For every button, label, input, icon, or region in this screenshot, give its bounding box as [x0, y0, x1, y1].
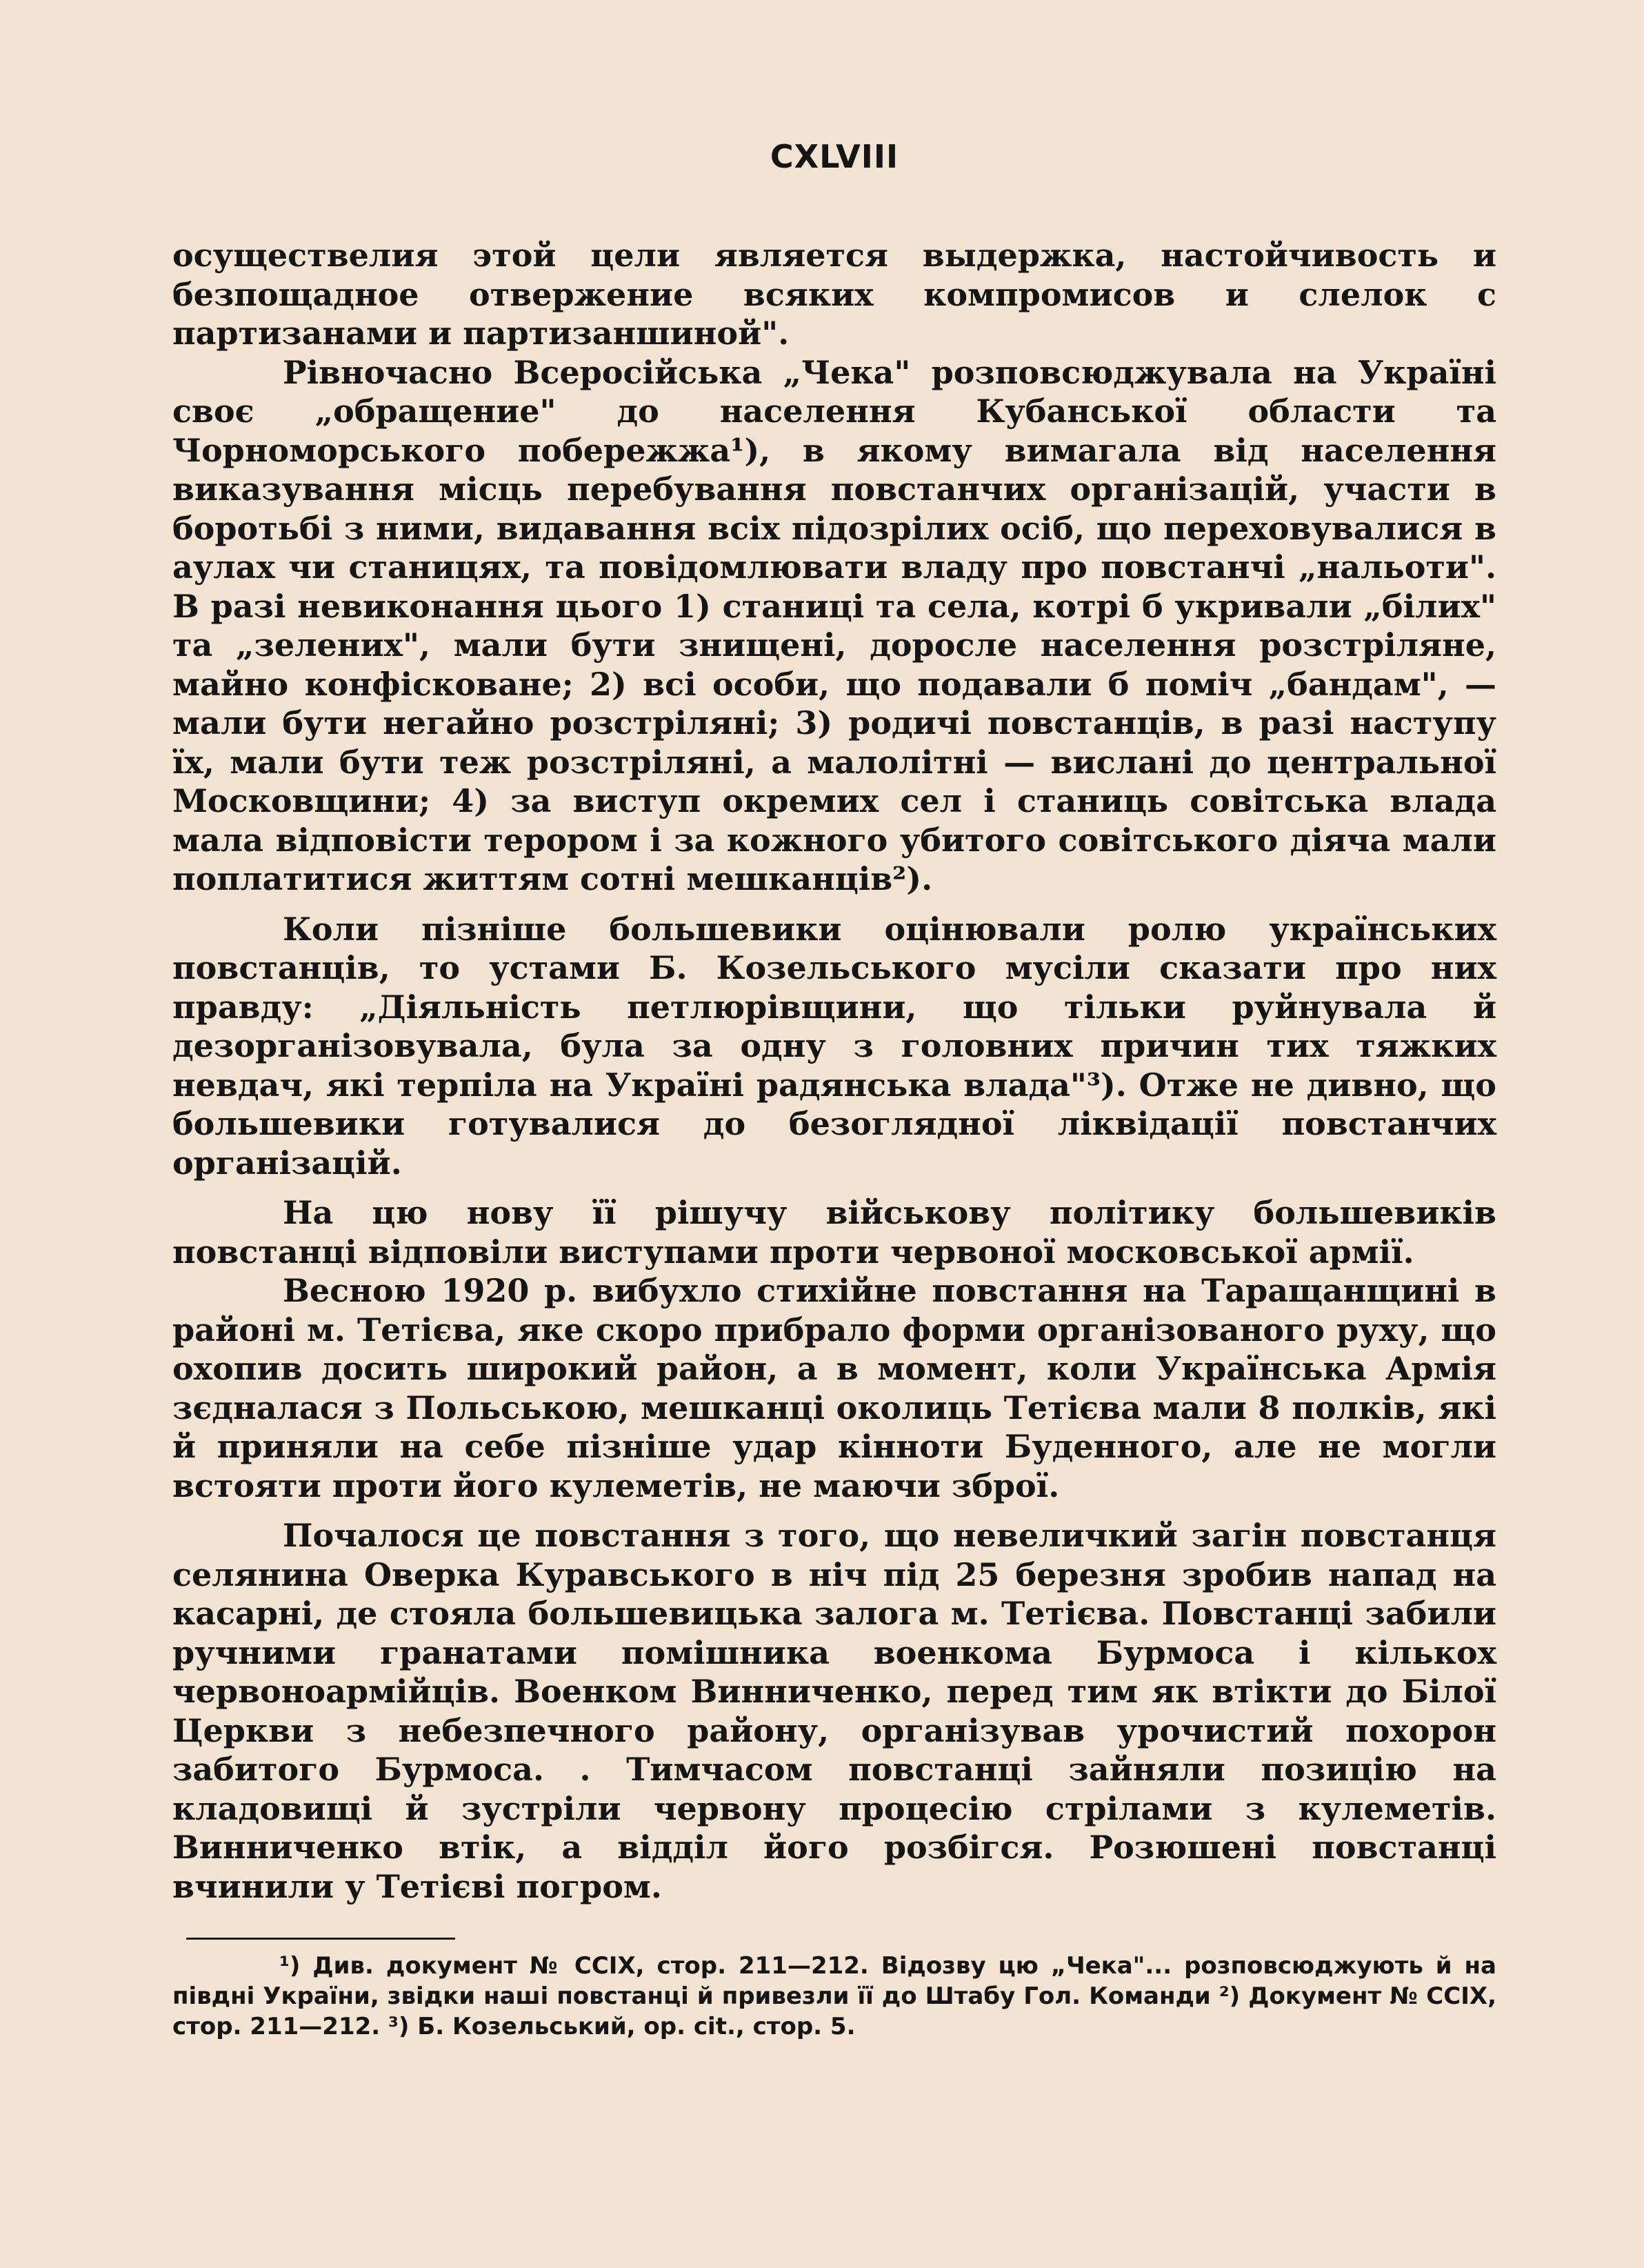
- footnote-divider: [186, 1938, 455, 1940]
- page-content: [172, 138, 1496, 2042]
- paragraph-response: На цю нову її рішучу військову політику большевиків повстанці відповіли виступами проти червоної московської армії.: [172, 1194, 1496, 1271]
- paragraph-cheka-appeal: Рівночасно Всеросійська „Чека" розповсюджувала на Україні своє „обращение" до населення Кубанської области та Чорноморського побережжа¹), в якому вимагала від населення виказування місць перебування повстанчих організацій, участи в боротьбі з ними, видавання всіх підозрілих осіб, що переховувалися в аулах чи станицях, та повідомлювати владу про повстанчі „нальоти". В разі невиконання цього 1) станиці та села, котрі б укривали „білих" та „зелених", мали бути знищені, доросле населення розстріляне, майно конфісковане; 2) всі особи, що подавали б поміч „бандам", — мали бути негайно розстріляні; 3) родичі повстанців, в разі наступу їх, мали бути теж розстріляні, а малолітні — вислані до центральної Московщини; 4) за виступ окремих сел і станиць совітська влада мала відповісти терором і за кожного убитого совітського діяча мали поплатитися життям сотні мешканців²).: [172, 353, 1496, 897]
- footnote-text: ¹) Див. документ № CCIX, стор. 211—212. Відозву цю „Чека"... розповсюджують й на півдні України, звідки наші повстанці й привезли її до Штабу Гол. Команди ²) Документ № CCIX, стор. 211—212. ³) Б. Козельський, op. cit., стор. 5.: [172, 1952, 1496, 2040]
- footnotes: [172, 1951, 1496, 2042]
- paragraph-kozelsky: Коли пізніше большевики оцінювали ролю українських повстанців, то устами Б. Козельського мусіли сказати про них правду: „Діяльність петлюрівщини, що тільки руйнувала й дезорганізовувала, була за одну з головних причин тих тяжких невдач, які терпіла на Україні радянська влада"³). Отже не дивно, що большевики готувалися до безоглядної ліквідації повстанчих організацій.: [172, 910, 1496, 1182]
- paragraph-continuation: осуществелия этой цели является выдержка, настойчивость и безпощадное отвержение всяких компромисов и слелок с партизанами и партизаншиной".: [172, 237, 1496, 352]
- page-number: CXLVIII: [770, 138, 899, 175]
- body-text: [172, 236, 1496, 1906]
- paragraph-kuravsky: Почалося це повстання з того, що невеличкий загін повстанця селянина Оверка Куравського в ніч під 25 березня зробив напад на касарні, де стояла большевицька залога м. Тетієва. Повстанці забили ручними гранатами помішника военкома Бурмоса і кількох червоноармійців. Военком Винниченко, перед тим як втікти до Білої Церкви з небезпечного району, організував урочистий похорон забитого Бурмоса. . Тимчасом повстанці зайняли позицію на кладовищі й зустріли червону процесію стрілами з кулеметів. Винниченко втік, а відділ його розбігся. Розюшені повстанці вчинили у Тетієві погром.: [172, 1517, 1496, 1905]
- paragraph-uprising-1920: Весною 1920 р. вибухло стихійне повстання на Таращанщині в районі м. Тетієва, яке скоро прибрало форми організованого руху, що охопив досить широкий район, а в момент, коли Українська Армія зєдналася з Польською, мешканці околиць Тетієва мали 8 полків, які й приняли на себе пізніше удар кінноти Буденного, але не могли встояти проти його кулеметів, не маючи зброї.: [172, 1272, 1496, 1504]
